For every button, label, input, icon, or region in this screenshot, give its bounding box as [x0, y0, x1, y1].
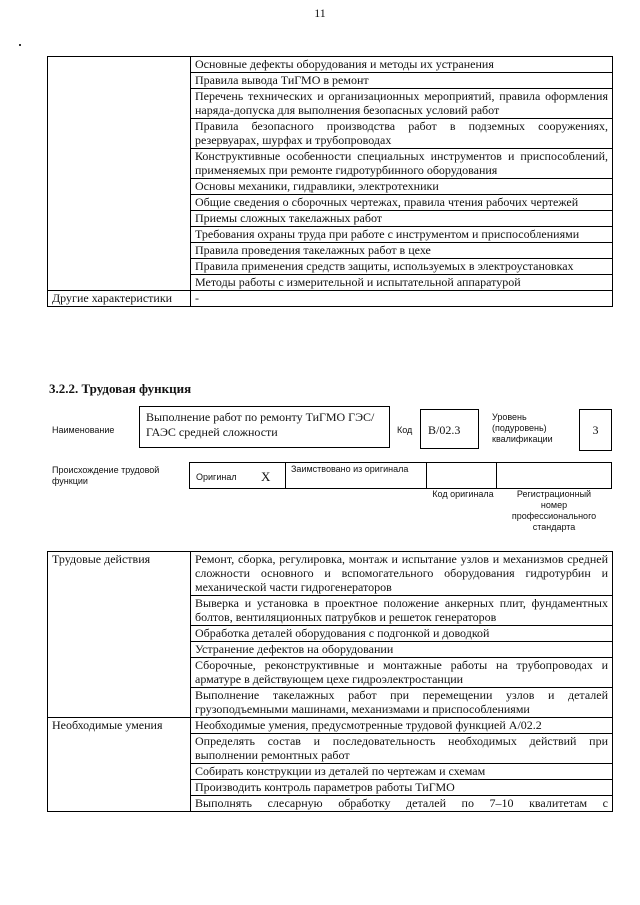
other-characteristics-label: Другие характеристики [48, 291, 191, 307]
table-row [48, 552, 613, 596]
divider [285, 463, 286, 488]
table-cell: Общие сведения о сборочных чертежах, правила чтения рабочих чертежей [191, 195, 613, 211]
table-cell: Методы работы с измерительной и испытательной аппаратурой [191, 275, 613, 291]
table-cell: Необходимые умения, предусмотренные трудовой функцией А/02.2 [191, 718, 613, 734]
table-cell: Обработка деталей оборудования с подгонкой и доводкой [191, 626, 613, 642]
table-cell: Правила применения средств защиты, используемых в электроустановках [191, 259, 613, 275]
function-name: Выполнение работ по ремонту ТиГМО ГЭС/ГАЭС средней сложности [146, 410, 375, 439]
knowledge-table [47, 56, 613, 307]
skills-label: Необходимые умения [48, 718, 191, 812]
table-cell: Требования охраны труда при работе с инструментом и приспособлениями [191, 227, 613, 243]
table-cell: Перечень технических и организационных мероприятий, правила оформления наряда-допуска для выполнения безопасных условий работ [191, 89, 613, 119]
table-cell: Приемы сложных такелажных работ [191, 211, 613, 227]
original-label: Оригинал [196, 472, 237, 482]
table-cell: Выверка и установка в проектное положение анкерных плит, фундаментных болтов, вентиляционных патрубков и решеток генераторов [191, 596, 613, 626]
table-cell: Выполнять слесарную обработку деталей по 7–10 квалитетам с [191, 796, 613, 812]
qualification-level: 3 [592, 423, 599, 437]
code-original-label: Код оригинала [432, 489, 494, 499]
level-value-box [579, 409, 612, 451]
table-cell: Основные дефекты оборудования и методы их устранения [191, 57, 613, 73]
table-cell: Правила безопасного производства работ в подземных сооружениях, резервуарах, шурфах и трубопроводах [191, 119, 613, 149]
level-label: Уровень (подуровень) квалификации [492, 412, 553, 444]
table-cell: Определять состав и последовательность необходимых действий при выполнении ремонтных работ [191, 734, 613, 764]
table-row [48, 57, 613, 73]
reg-number-label: Регистрационный номер профессионального стандарта [511, 489, 597, 532]
empty-label-cell [48, 57, 191, 291]
actions-label: Трудовые действия [48, 552, 191, 718]
name-value-box [139, 406, 390, 448]
table-cell: Сборочные, реконструктивные и монтажные работы на трубопроводах и арматуре в действующем цехе гидроэлектростанции [191, 658, 613, 688]
table-cell: Устранение дефектов на оборудовании [191, 642, 613, 658]
origin-label: Происхождение трудовой функции [52, 465, 160, 486]
other-characteristics-value: - [191, 291, 613, 307]
table-cell: Правила вывода ТиГМО в ремонт [191, 73, 613, 89]
table-cell: Выполнение такелажных работ при перемещении узлов и деталей грузоподъемными машинами, механизмами и приспособлениями [191, 688, 613, 718]
borrowed-label: Заимствовано из оригинала [291, 464, 409, 474]
function-table [47, 551, 613, 812]
scan-speck [19, 44, 21, 46]
divider [426, 463, 427, 488]
table-cell: Производить контроль параметров работы ТиГМО [191, 780, 613, 796]
original-mark: X [261, 469, 271, 484]
table-cell: Ремонт, сборка, регулировка, монтаж и испытание узлов и механизмов средней сложности основного и вспомогательного оборудования гидротурбин и механической части гидрогенераторов [191, 552, 613, 596]
table-cell: Правила проведения такелажных работ в цехе [191, 243, 613, 259]
table-cell: Основы механики, гидравлики, электротехники [191, 179, 613, 195]
table-cell: Собирать конструкции из деталей по чертежам и схемам [191, 764, 613, 780]
origin-boxes [189, 462, 612, 489]
code-value-box [420, 409, 479, 449]
section-heading: 3.2.2. Трудовая функция [49, 381, 192, 396]
code-label: Код [397, 425, 413, 435]
function-code: В/02.3 [428, 423, 461, 437]
table-row [48, 718, 613, 734]
page-number: 11 [314, 6, 326, 20]
table-cell: Конструктивные особенности специальных инструментов и приспособлений, применяемых при ремонте гидротурбинного оборудования [191, 149, 613, 179]
table-row [48, 291, 613, 307]
divider [496, 463, 497, 488]
name-label: Наименование [52, 425, 115, 435]
